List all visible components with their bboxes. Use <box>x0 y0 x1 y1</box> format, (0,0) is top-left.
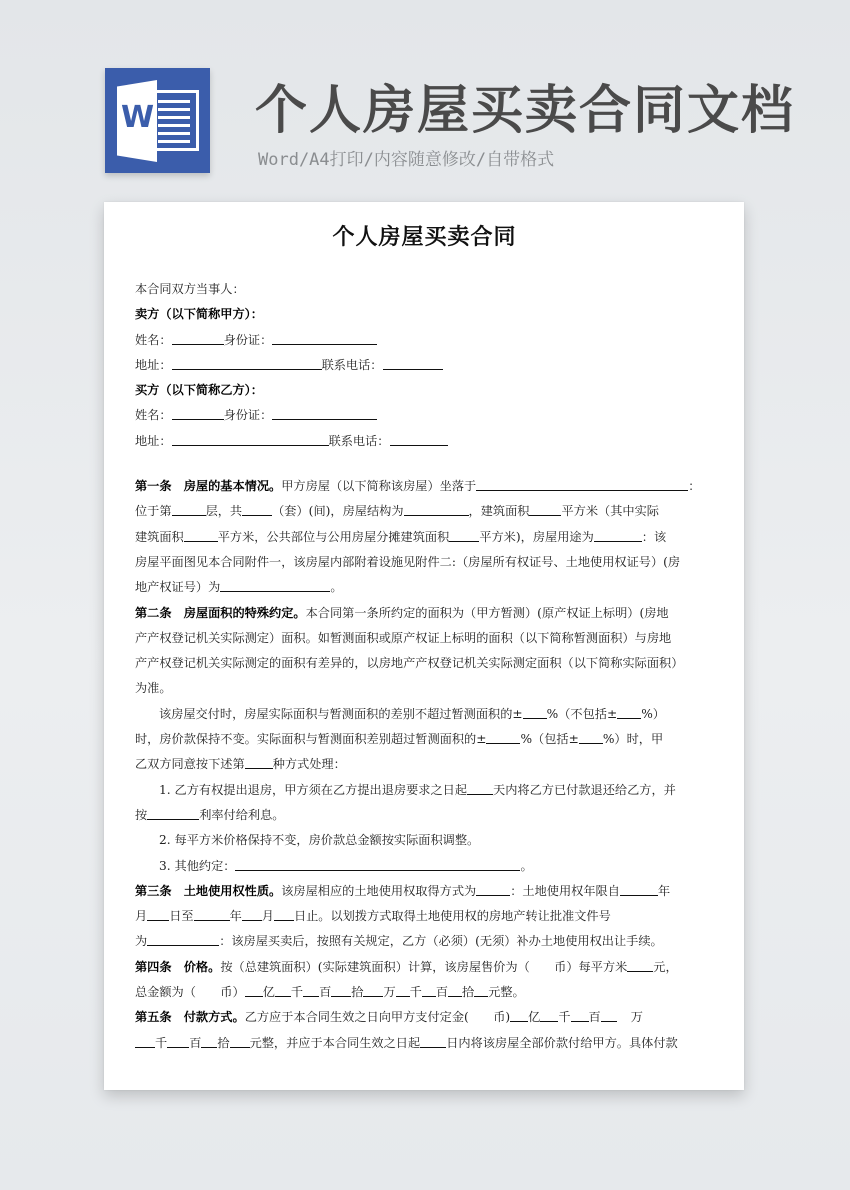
article2-para2-line1: 该房屋交付时，房屋实际面积与暂测面积的差别不超过暂测面积的± %（不包括± %） <box>159 706 665 721</box>
actual-area-field[interactable] <box>184 528 218 542</box>
article1-line1: 第一条 房屋的基本情况。甲方房屋（以下简称该房屋）坐落于 ： <box>135 479 701 494</box>
buyer-address-row <box>135 429 714 454</box>
name-label: 姓名： <box>135 408 172 423</box>
article3-line2: 月 日至 年 月 日止。以划拨方式取得土地使用权的房地产转让批准文件号 <box>135 909 611 924</box>
amount-qian2-field[interactable] <box>396 983 410 997</box>
word-icon <box>105 68 210 173</box>
article1-line2: 位于第 层，共 （套）(间)，房屋结构为 ，建筑面积 平方米（其中实际 <box>135 504 659 519</box>
shared-area-field[interactable] <box>449 528 479 542</box>
unit-price-field[interactable] <box>627 958 653 972</box>
amount-wan-field[interactable] <box>363 983 383 997</box>
option2-line: 2. 每平方米价格保持不变，房价款总金额按实际面积调整。 <box>159 833 480 848</box>
amount-yi-field[interactable] <box>245 983 263 997</box>
deposit-shi-field[interactable] <box>601 1008 617 1022</box>
article4-heading: 第四条 价格。 <box>135 959 221 974</box>
buyer-name-field[interactable] <box>172 406 224 420</box>
deposit-bai2-field[interactable] <box>167 1034 189 1048</box>
seller-heading: 卖方（以下简称甲方）： <box>135 307 263 322</box>
article4-line2: 总金额为（ 币） 亿 千 百 拾 万 千 百 拾 元整。 <box>135 985 525 1000</box>
banner-title: 个人房屋买卖合同文档 <box>255 81 796 141</box>
deposit-yuan-field[interactable] <box>230 1034 250 1048</box>
land-end-month-field[interactable] <box>242 907 262 921</box>
article1-heading: 第一条 房屋的基本情况。 <box>135 479 282 494</box>
deposit-yi-field[interactable] <box>510 1008 528 1022</box>
seller-name-field[interactable] <box>172 331 224 345</box>
usage-field[interactable] <box>594 528 642 542</box>
land-end-day-field[interactable] <box>274 907 294 921</box>
amount-shi2-field[interactable] <box>448 983 462 997</box>
word-letter: W <box>120 100 154 135</box>
article2-heading: 第二条 房屋面积的特殊约定。 <box>135 605 306 620</box>
buyer-name-row <box>135 403 714 428</box>
interest-rate-field[interactable] <box>147 806 199 820</box>
seller-address-field[interactable] <box>172 356 322 370</box>
article4-line1: 第四条 价格。按（总建筑面积）(实际建筑面积）计算，该房屋售价为（ 币）每平方米 元， <box>135 959 678 974</box>
buyer-address-field[interactable] <box>172 432 329 446</box>
phone-label: 联系电话： <box>328 433 390 448</box>
article3-line3: 为 ：该房屋买卖后，按照有关规定，乙方（必须）(无须）补办土地使用权出让手续。 <box>135 934 663 949</box>
structure-field[interactable] <box>404 502 469 516</box>
address-label: 地址： <box>135 357 172 372</box>
amount-bai2-field[interactable] <box>422 983 436 997</box>
buyer-phone-field[interactable] <box>390 432 448 446</box>
banner <box>0 0 850 200</box>
article5-line2: 千 百 拾 元整，并应于本合同生效之日起 日内将该房屋全部价款付给甲方。具体付款 <box>135 1031 714 1056</box>
seller-phone-field[interactable] <box>383 356 443 370</box>
refund-days-field[interactable] <box>467 781 493 795</box>
deposit-qian-field[interactable] <box>540 1008 558 1022</box>
option1-line2: 按 利率付给利息。 <box>135 807 285 822</box>
floor-field[interactable] <box>172 502 206 516</box>
article5-line1: 第五条 付款方式。乙方应于本合同生效之日向甲方支付定金( 币) 亿 千 百 万 <box>135 1010 643 1025</box>
amount-shi-field[interactable] <box>331 983 351 997</box>
seller-id-field[interactable] <box>272 331 377 345</box>
article2-line1: 第二条 房屋面积的特殊约定。本合同第一条所约定的面积为（甲方暂测）(原产权证上标明）(房地 <box>135 605 669 620</box>
seller-address-row <box>135 353 714 378</box>
seller-name-row <box>135 328 714 353</box>
banner-subtitle: Word/A4打印/内容随意修改/自带格式 <box>258 150 555 170</box>
name-label: 姓名： <box>135 332 172 347</box>
location-field[interactable] <box>476 477 688 491</box>
other-agreement-field[interactable] <box>235 857 520 871</box>
tolerance-field-2[interactable] <box>617 705 641 719</box>
phone-label: 联系电话： <box>321 357 383 372</box>
article5-heading: 第五条 付款方式。 <box>135 1010 245 1025</box>
approval-number-field[interactable] <box>147 932 219 946</box>
article2-line2: 产产权登记机关实际测定）面积。如暂测面积或原产权证上标明的面积（以下简称暂测面积）与房地 <box>135 630 672 645</box>
article3-line1: 第三条 土地使用权性质。该房屋相应的土地使用权取得方式为 ：土地使用权年限自 年 <box>135 883 671 898</box>
deposit-shi2-field[interactable] <box>201 1034 217 1048</box>
article2-line3: 产产权登记机关实际测定的面积有差异的，以房地产产权登记机关实际测定面积（以下简称实际面积） <box>135 656 684 671</box>
buyer-heading: 买方（以下简称乙方）： <box>135 383 263 398</box>
article1-line5: 地产权证号）为 。 <box>135 580 343 595</box>
option3-line: 3. 其他约定： 。 <box>159 858 533 873</box>
document-page <box>104 202 744 1090</box>
tolerance-field-4[interactable] <box>579 730 603 744</box>
land-acquisition-field[interactable] <box>476 882 510 896</box>
buyer-id-field[interactable] <box>272 406 377 420</box>
article1-line4: 房屋平面图见本合同附件一，该房屋内部附着设施见附件二:（房屋所有权证号、土地使用权证号）(房 <box>135 554 681 569</box>
address-label: 地址： <box>135 433 172 448</box>
land-end-year-field[interactable] <box>194 907 230 921</box>
building-area-field[interactable] <box>529 502 561 516</box>
units-field[interactable] <box>242 502 272 516</box>
payment-days-field[interactable] <box>420 1034 446 1048</box>
land-start-year-field[interactable] <box>620 882 658 896</box>
option1-line1: 1. 乙方有权提出退房，甲方须在乙方提出退房要求之日起 天内将乙方已付款退还给乙方，并 <box>159 782 676 797</box>
article3-heading: 第三条 土地使用权性质。 <box>135 883 282 898</box>
parties-intro: 本合同双方当事人： <box>135 282 245 296</box>
article2-line4: 为准。 <box>135 681 172 696</box>
id-label: 身份证： <box>223 408 273 423</box>
article1-line3: 建筑面积 平方米，公共部位与公用房屋分摊建筑面积 平方米)，房屋用途为 ：该 <box>135 529 667 544</box>
deposit-bai-field[interactable] <box>571 1008 589 1022</box>
id-label: 身份证： <box>223 332 273 347</box>
tolerance-field-1[interactable] <box>523 705 547 719</box>
deposit-qian2-field[interactable] <box>135 1034 155 1048</box>
method-choice-field[interactable] <box>245 755 273 769</box>
article2-para2-line2: 时，房价款保持不变。实际面积与暂测面积差别超过暂测面积的± %（包括± %）时，甲 <box>135 732 664 747</box>
document-title: 个人房屋买卖合同 <box>332 225 517 250</box>
certificate-number-field[interactable] <box>220 578 330 592</box>
tolerance-field-3[interactable] <box>486 730 520 744</box>
amount-bai-field[interactable] <box>303 983 319 997</box>
article2-para2-line3: 乙双方同意按下述第 种方式处理： <box>135 757 346 772</box>
amount-qian-field[interactable] <box>275 983 291 997</box>
amount-yuan-field[interactable] <box>474 983 488 997</box>
land-start-day-field[interactable] <box>147 907 169 921</box>
